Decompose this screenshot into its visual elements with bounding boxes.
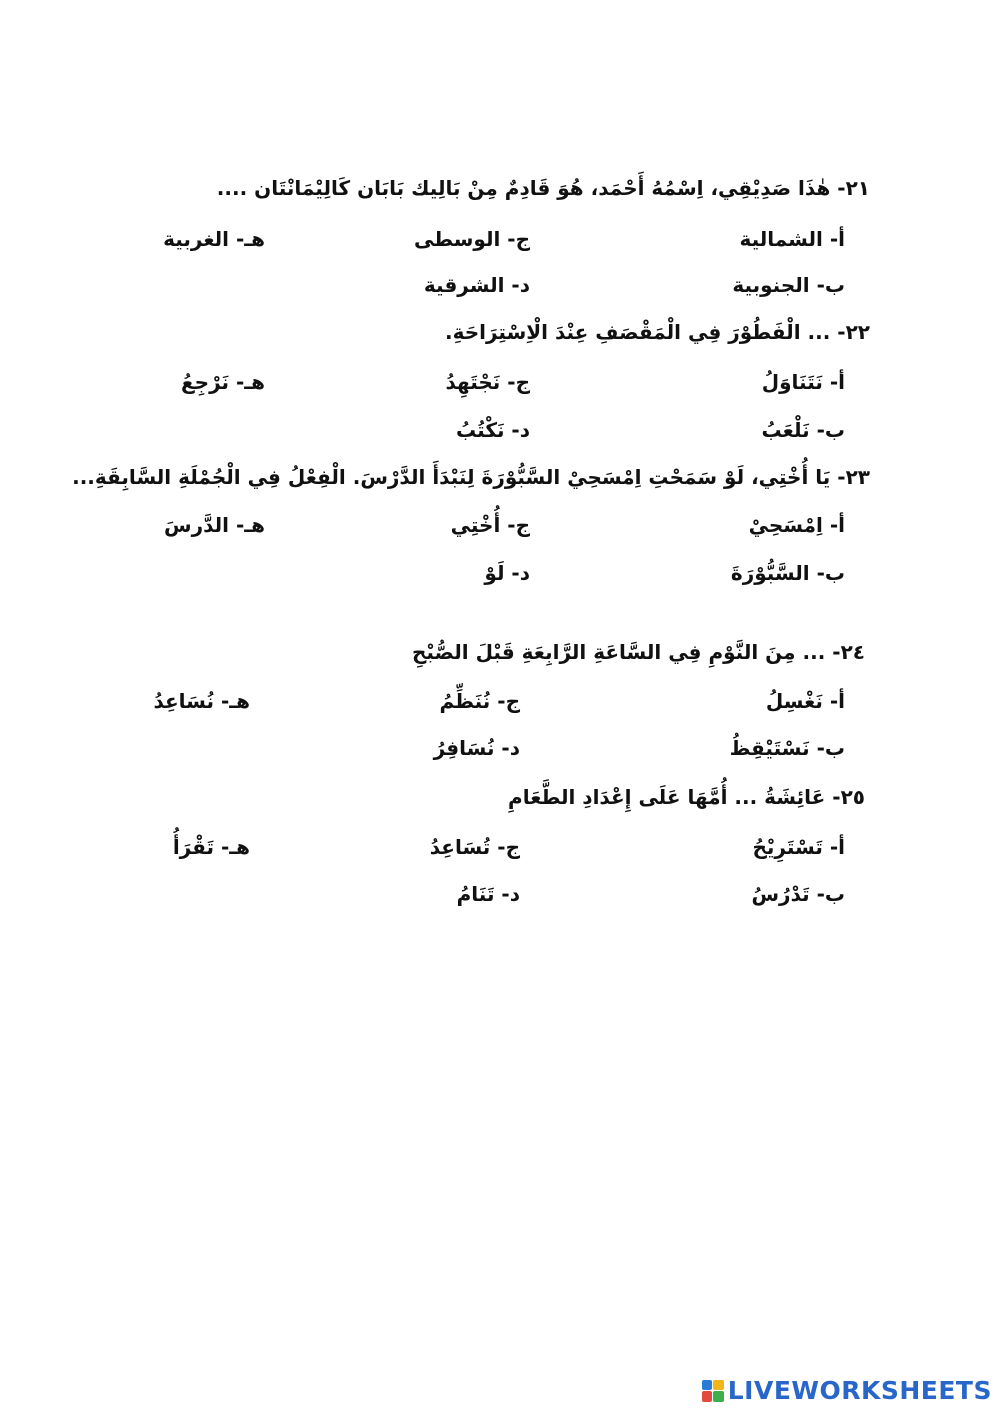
question-21: ٢١- هٰذَا صَدِيْقِي، اِسْمُهُ أَحْمَد، هُوَ قَادِمٌ مِنْ بَالِيك بَابَان كَالِيْمَانْتَان ....: [216, 176, 870, 200]
option-22-a: أ- نَتَنَاوَلُ: [761, 370, 845, 394]
option-24-b: ب- نَسْتَيْقِظُ: [729, 736, 845, 760]
liveworksheets-logo-text: LIVEWORKSHEETS: [727, 1376, 992, 1405]
question-25: ٢٥- عَائِشَةُ ... أُمَّهَا عَلَى إِعْدَادِ الطَّعَامِ: [508, 785, 865, 809]
option-25-c: ج- تُسَاعِدُ: [429, 835, 520, 859]
option-23-a: أ- اِمْسَحِيْ: [748, 513, 845, 537]
liveworksheets-logo[interactable]: [702, 1376, 992, 1405]
option-23-b: ب- السَّبُّوْرَةَ: [730, 561, 845, 585]
question-22: ٢٢- ... الْفَطُوْرَ فِي الْمَقْصَفِ عِنْدَ الْاِسْتِرَاحَةِ.: [444, 320, 870, 344]
option-23-d: د- لَوْ: [484, 561, 530, 585]
option-22-c: ج- نَجْتَهِدُ: [445, 370, 530, 394]
option-22-b: ب- نَلْعَبُ: [761, 418, 845, 442]
option-24-e: هـ- نُسَاعِدُ: [153, 689, 250, 713]
option-25-b: ب- تَدْرُسُ: [751, 882, 845, 906]
option-21-c: ج- الوسطى: [414, 227, 530, 251]
option-25-d: د- تَنَامُ: [456, 882, 520, 906]
option-25-a: أ- تَسْتَرِيْحُ: [752, 835, 845, 859]
option-24-d: د- نُسَافِرُ: [433, 736, 520, 760]
liveworksheets-logo-icon: [702, 1380, 724, 1402]
option-21-d: د- الشرقية: [423, 273, 530, 297]
option-21-a: أ- الشمالية: [739, 227, 845, 251]
option-21-b: ب- الجنوبية: [732, 273, 845, 297]
question-24: ٢٤- ... مِنَ النَّوْمِ فِي السَّاعَةِ الرَّابِعَةِ قَبْلَ الصُّبْحِ: [411, 640, 865, 664]
option-23-c: ج- أُخْتِي: [450, 513, 530, 537]
option-25-e: هـ- تَقْرَأُ: [172, 835, 250, 859]
option-24-a: أ- نَغْسِلُ: [765, 689, 845, 713]
option-22-d: د- نَكْتُبُ: [455, 418, 530, 442]
option-22-e: هـ- نَرْجِعُ: [181, 370, 265, 394]
option-21-e: هـ- الغربية: [163, 227, 265, 251]
option-24-c: ج- نُنَظِّمُ: [439, 689, 520, 713]
option-23-e: هـ- الدَّرسَ: [164, 513, 265, 537]
question-23: ٢٣- يَا أُخْتِي، لَوْ سَمَحْتِ اِمْسَحِيْ السَّبُّوْرَةَ لِنَبْدَأَ الدَّرْسَ. الْفِعْلُ فِي الْجُمْلَةِ السَّابِقَةِ...: [72, 465, 870, 489]
